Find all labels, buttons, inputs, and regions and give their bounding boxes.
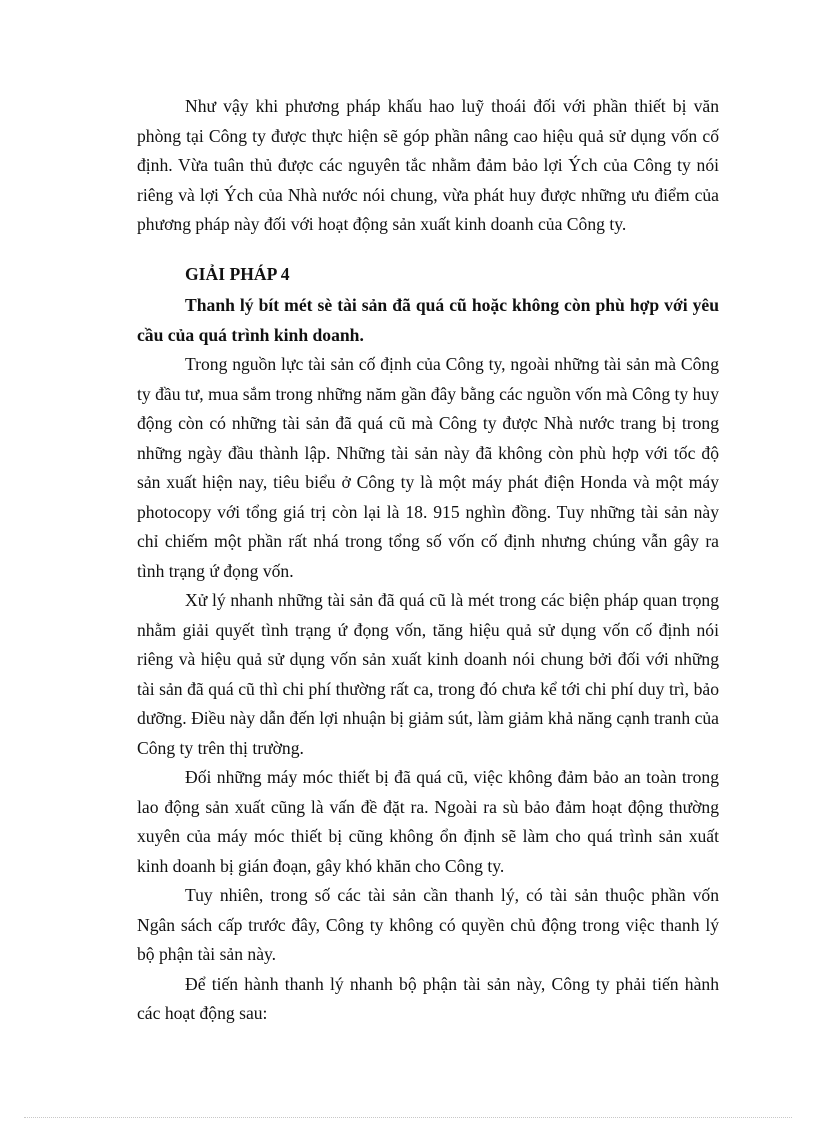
paragraph-intro: Như vậy khi phương pháp khấu hao luỹ thoái đối với phần thiết bị văn phòng tại Công ty được thực hiện sẽ góp phần nâng cao hiệu quả sử dụng vốn cố định. Vừa tuân thủ được các nguyên tắc nhằm đảm bảo lợi Ých của Công ty nói riêng và lợi Ých của Nhà nước nói chung, vừa phát huy được những ưu điểm của phương pháp này đối với hoạt động sản xuất kinh doanh của Công ty. (137, 96, 719, 234)
section-heading: GIẢI PHÁP 4 (185, 263, 290, 284)
paragraph-safety: Đối những máy móc thiết bị đã quá cũ, việc không đảm bảo an toàn trong lao động sản xuất cũng là vấn đề đặt ra. Ngoài ra sù bảo đảm hoạt động thường xuyên của máy móc thiết bị cũng không ổn định sẽ làm cho quá trình sản xuất kinh doanh bị gián đoạn, gây khó khăn cho Công ty. (137, 767, 719, 876)
section-subheading: Thanh lý bít mét sè tài sản đã quá cũ hoặc không còn phù hợp với yêu cầu của quá trình kinh doanh. (137, 295, 719, 345)
paragraph-handling: Xử lý nhanh những tài sản đã quá cũ là mét trong các biện pháp quan trọng nhằm giải quyết tình trạng ứ đọng vốn, tăng hiệu quả sử dụng vốn cố định nói riêng và hiệu quả sử dụng vốn sản xuất kinh doanh nói chung bởi đối với những tài sản đã quá cũ thì chi phí thường rất ca, trong đó chưa kể tới chi phí duy trì, bảo dưỡng. Điều này dẫn đến lợi nhuận bị giảm sút, làm giảm khả năng cạnh tranh của Công ty trên thị trường. (137, 590, 719, 758)
document-body (137, 92, 719, 1029)
page-bottom-divider (24, 1117, 792, 1118)
paragraph-assets: Trong nguồn lực tài sản cố định của Công ty, ngoài những tài sản mà Công ty đầu tư, mua sắm trong những năm gần đây bằng các nguồn vốn mà Công ty huy động còn có những tài sản đã quá cũ mà Công ty được Nhà nước trang bị trong những ngày đầu thành lập. Những tài sản này đã không còn phù hợp với tốc độ sản xuất hiện nay, tiêu biểu ở Công ty là một máy phát điện Honda và một máy photocopy với tổng giá trị còn lại là 18. 915 nghìn đồng. Tuy những tài sản này chỉ chiếm một phần rất nhá trong tổng số vốn cố định nhưng chúng vẫn gây ra tình trạng ứ đọng vốn. (137, 354, 719, 581)
paragraph-budget-assets: Tuy nhiên, trong số các tài sản cần thanh lý, có tài sản thuộc phần vốn Ngân sách cấp trước đây, Công ty không có quyền chủ động trong việc thanh lý bộ phận tài sản này. (137, 885, 719, 964)
paragraph-actions: Để tiến hành thanh lý nhanh bộ phận tài sản này, Công ty phải tiến hành các hoạt động sau: (137, 973, 719, 1023)
